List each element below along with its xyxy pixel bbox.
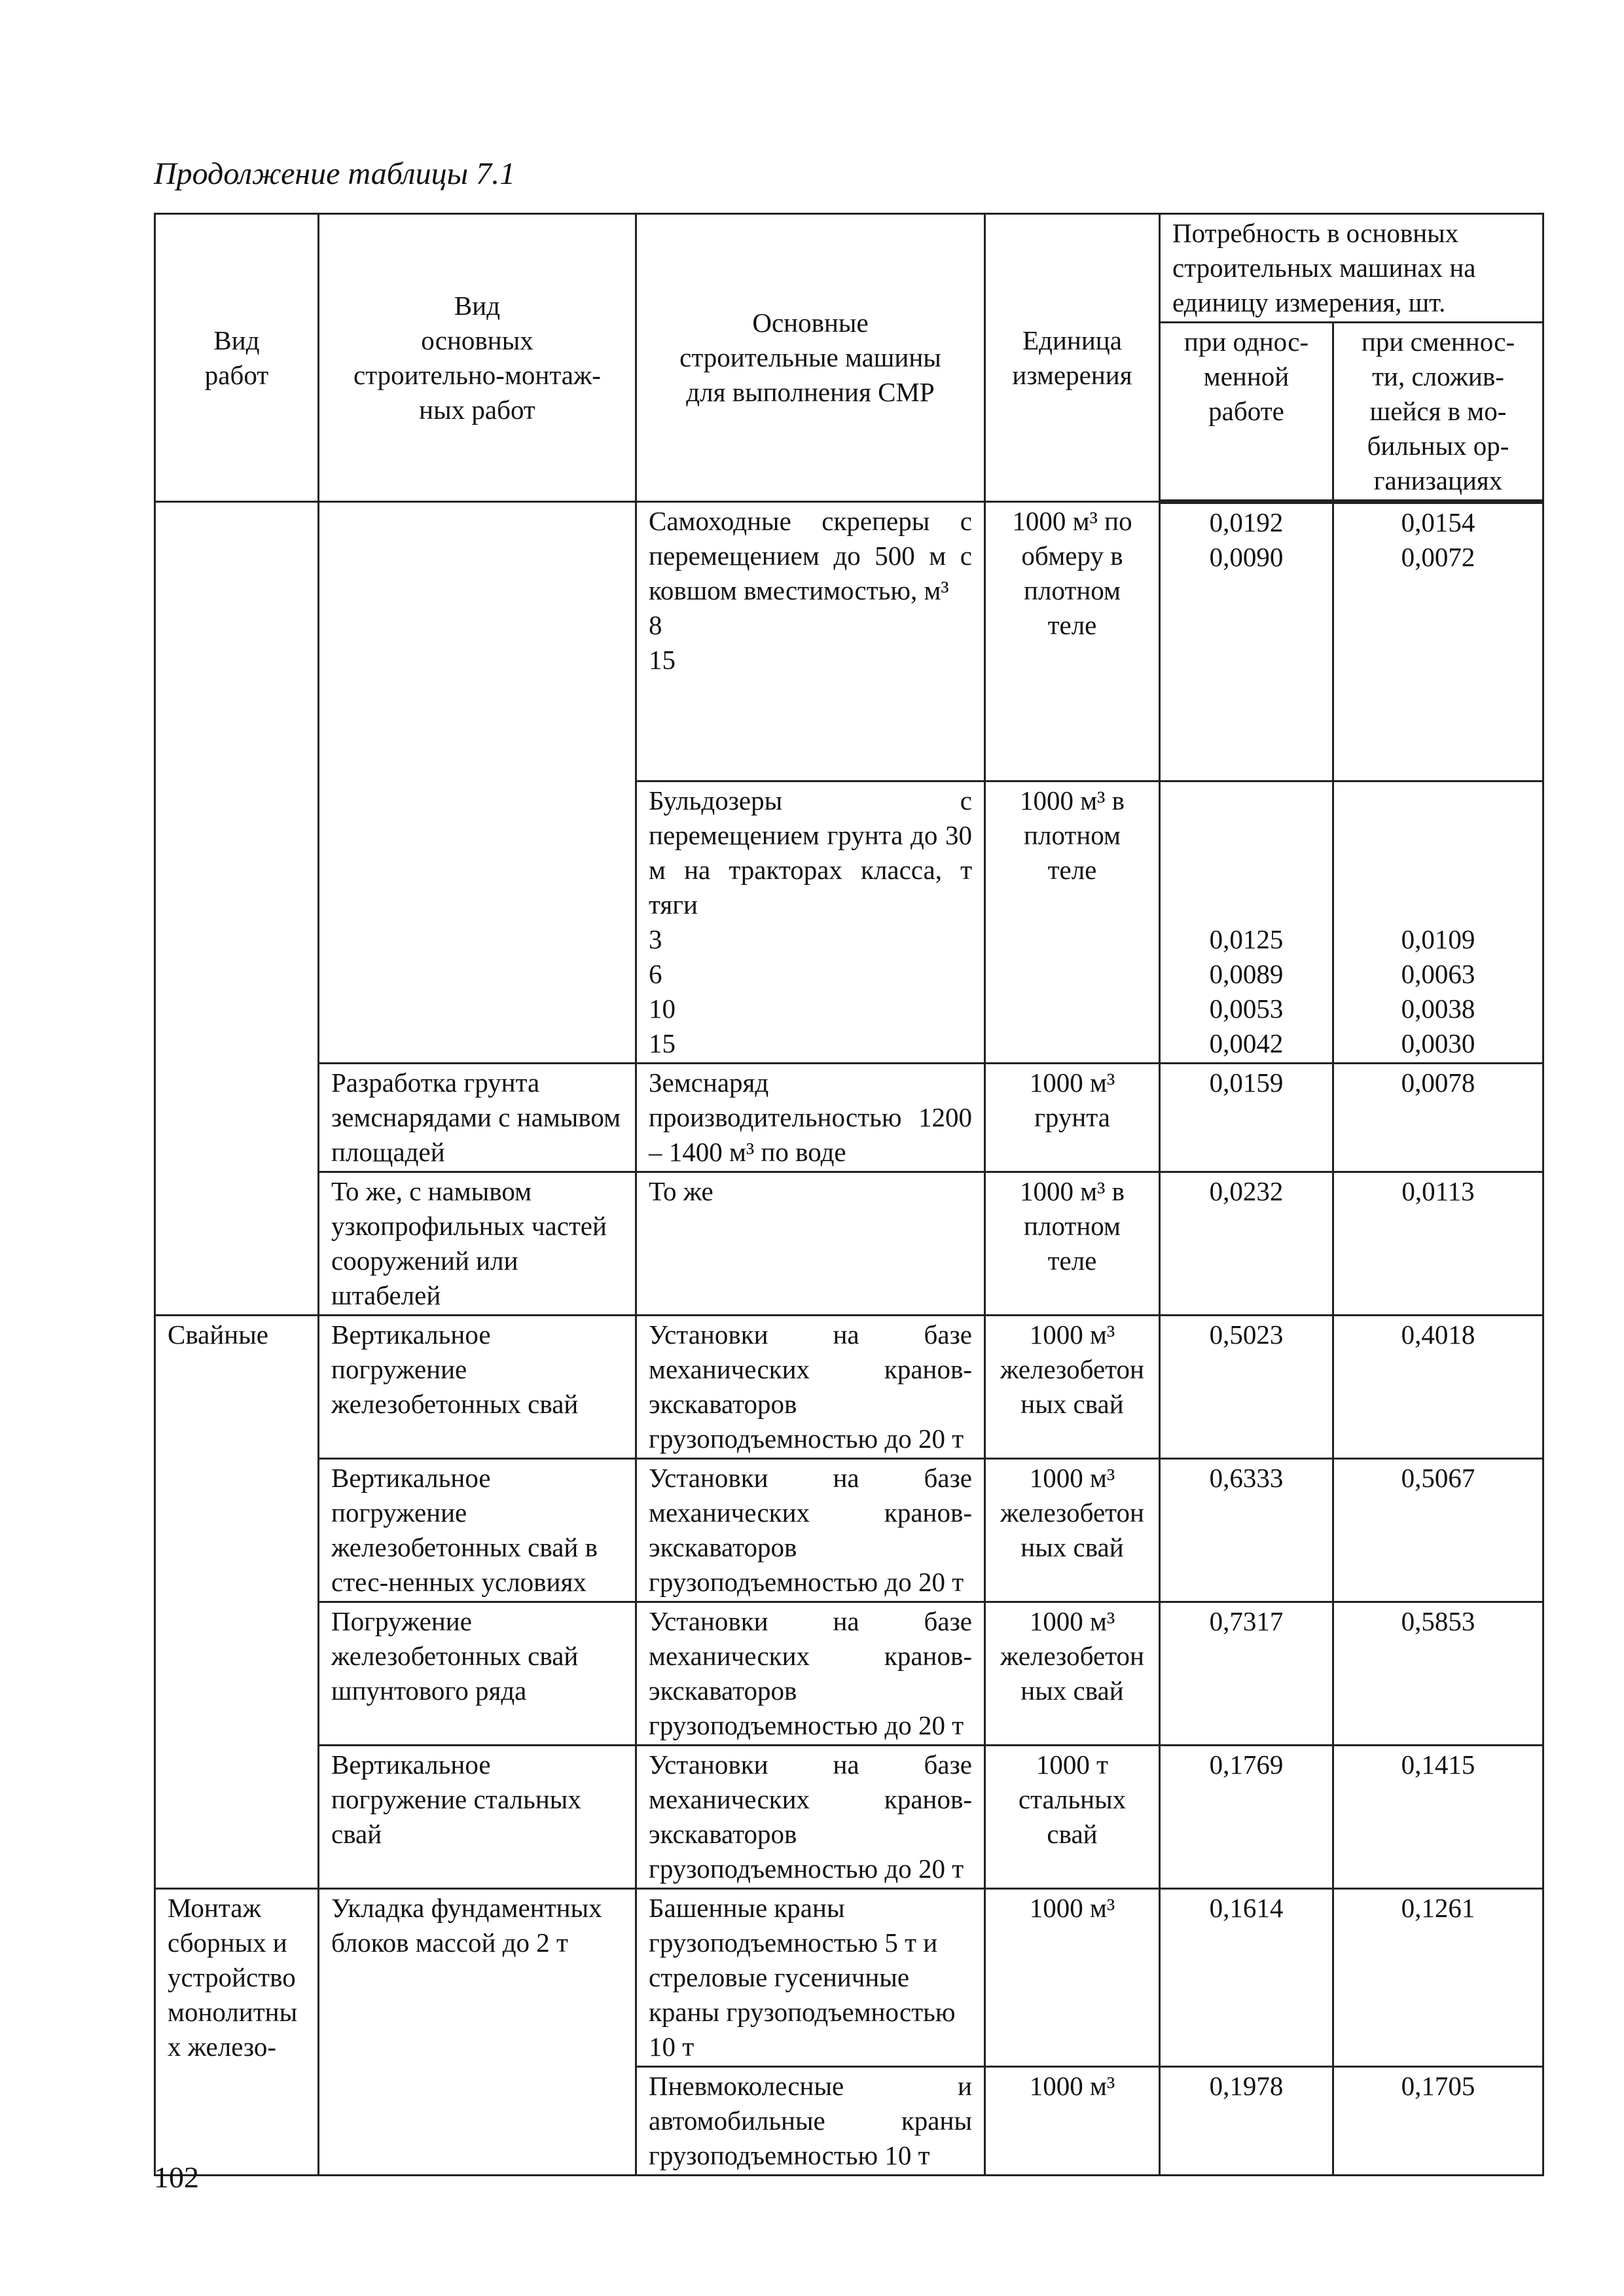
cell-work: [319, 502, 636, 1064]
cell-multi: 0,0109 0,0063 0,0038 0,0030: [1333, 781, 1543, 1064]
cell-single: 0,0159: [1160, 1064, 1333, 1172]
cell-multi: 0,1261: [1333, 1889, 1543, 2067]
cell-machine: Башенные краны грузоподъемностью 5 т и стреловые гусеничные краны грузоподъемностью 10 т: [636, 1889, 985, 2067]
cell-unit: 1000 т стальных свай: [985, 1746, 1160, 1889]
cell-work: Укладка фундаментных блоков массой до 2 т: [319, 1889, 636, 2176]
cell-machine: Бульдозеры с перемещением грунта до 30 м на тракторах класса, т тяги 3 6 10 15: [636, 781, 985, 1064]
cell-single: 0,0125 0,0089 0,0053 0,0042: [1160, 781, 1333, 1064]
cell-machine: Установки на базе механических кранов-экскаваторов грузоподъемностью до 20 т: [636, 1316, 985, 1459]
header-multi-shift: при сменнос- ти, сложив- шейся в мо- бильных ор- ганизациях: [1333, 323, 1543, 502]
cell-single: 0,0232: [1160, 1172, 1333, 1316]
page-number: 102: [154, 2161, 199, 2194]
cell-unit: 1000 м³ в плотном теле: [985, 1172, 1160, 1316]
cell-machine: Установки на базе механических кранов-экскаваторов грузоподъемностью до 20 т: [636, 1602, 985, 1746]
cell-single: 0,5023: [1160, 1316, 1333, 1459]
machinery-table: [154, 213, 1544, 2176]
cell-single: 0,0192 0,0090: [1160, 502, 1333, 781]
cell-multi: 0,5853: [1333, 1602, 1543, 1746]
cell-single: 0,1614: [1160, 1889, 1333, 2067]
cell-work: Вертикальное погружение железобетонных свай: [319, 1316, 636, 1459]
header-work-type: Вид работ: [155, 214, 319, 502]
cell-unit: 1000 м³ железобетонных свай: [985, 1459, 1160, 1602]
cell-unit: 1000 м³ по обмеру в плотном теле: [985, 502, 1160, 781]
cell-single: 0,1978: [1160, 2067, 1333, 2176]
cell-unit: 1000 м³: [985, 1889, 1160, 2067]
table-caption: Продолжение таблицы 7.1: [154, 156, 516, 191]
cell-multi: 0,1415: [1333, 1746, 1543, 1889]
cell-work: Вертикальное погружение стальных свай: [319, 1746, 636, 1889]
cell-unit: 1000 м³ в плотном теле: [985, 781, 1160, 1064]
header-main-works: Вид основных строительно-монтаж- ных работ: [319, 214, 636, 502]
cell-unit: 1000 м³ грунта: [985, 1064, 1160, 1172]
cell-machine: Пневмоколесные и автомобильные краны грузоподъемностью 10 т: [636, 2067, 985, 2176]
cell-work: То же, с намывом узкопрофильных частей сооружений или штабелей: [319, 1172, 636, 1316]
header-machines: Основные строительные машины для выполнения СМР: [636, 214, 985, 502]
cell-kind: Монтаж сборных и устройство монолитных железо-: [155, 1889, 319, 2176]
cell-multi: 0,0154 0,0072: [1333, 502, 1543, 781]
cell-single: 0,6333: [1160, 1459, 1333, 1602]
cell-kind: Свайные: [155, 1316, 319, 1889]
cell-multi: 0,5067: [1333, 1459, 1543, 1602]
cell-multi: 0,0113: [1333, 1172, 1543, 1316]
header-unit: Единица измерения: [985, 214, 1160, 502]
cell-single: 0,7317: [1160, 1602, 1333, 1746]
cell-machine: Самоходные скреперы с перемещением до 500 м с ковшом вместимостью, м³ 8 15: [636, 502, 985, 781]
cell-work: Погружение железобетонных свай шпунтового ряда: [319, 1602, 636, 1746]
cell-multi: 0,1705: [1333, 2067, 1543, 2176]
header-single-shift: при однос- менной работе: [1160, 323, 1333, 502]
cell-machine: Установки на базе механических кранов-экскаваторов грузоподъемностью до 20 т: [636, 1459, 985, 1602]
cell-unit: 1000 м³ железобетонных свай: [985, 1602, 1160, 1746]
header-demand: Потребность в основных строительных машинах на единицу измерения, шт.: [1160, 214, 1543, 323]
cell-work: Вертикальное погружение железобетонных свай в стес-ненных условиях: [319, 1459, 636, 1602]
cell-machine: Установки на базе механических кранов-экскаваторов грузоподъемностью до 20 т: [636, 1746, 985, 1889]
cell-machine: То же: [636, 1172, 985, 1316]
cell-single: 0,1769: [1160, 1746, 1333, 1889]
cell-multi: 0,0078: [1333, 1064, 1543, 1172]
cell-work: Разработка грунта земснарядами с намывом площадей: [319, 1064, 636, 1172]
cell-kind: [155, 502, 319, 1316]
cell-unit: 1000 м³ железобетонных свай: [985, 1316, 1160, 1459]
cell-multi: 0,4018: [1333, 1316, 1543, 1459]
cell-unit: 1000 м³: [985, 2067, 1160, 2176]
cell-machine: Земснаряд производительностью 1200 – 1400 м³ по воде: [636, 1064, 985, 1172]
